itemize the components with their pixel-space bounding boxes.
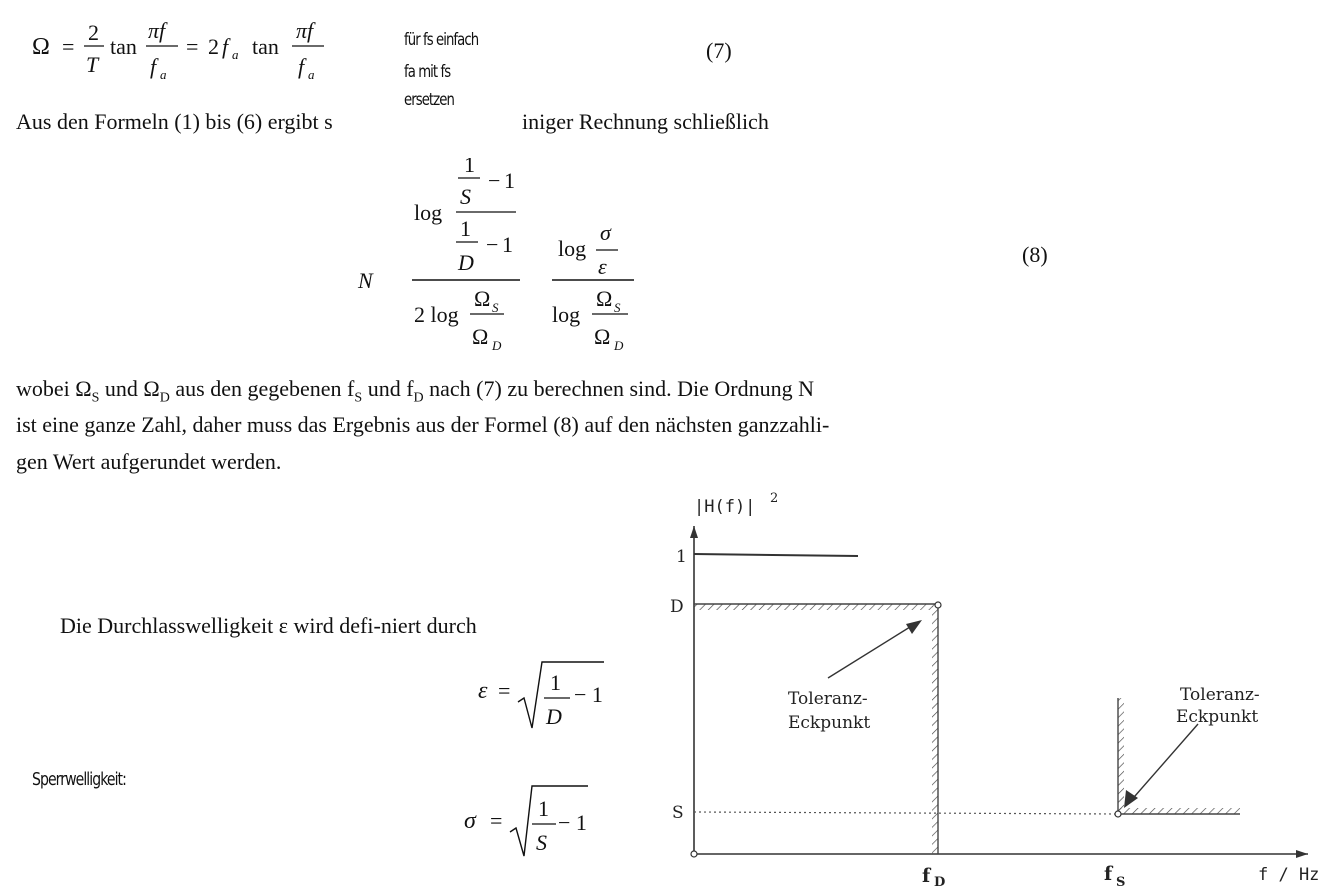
epsilon-equals: = [498,678,511,703]
numerator-pif-1: πf [148,18,166,43]
corner-point-d [935,602,941,608]
note-line-1: für fs einfach [404,30,479,50]
tan-2: tan [252,34,279,59]
minus-one-1: 1 [504,168,515,193]
para-sub-b: S [91,390,100,406]
minus-2: − [486,232,499,257]
passband-edge-hatch [932,606,938,854]
omega-D-den-2: Ω [594,324,611,349]
x-label-fS: f [1104,863,1113,885]
durchlass-text: Die Durchlasswelligkeit ε wird defi-niert durch [60,613,477,638]
x-label-fD-sub: D [934,875,946,890]
paragraph-line-3: gen Wert aufgerundet werden. [16,449,282,474]
sub-D-2: D [614,338,624,353]
log-sigma: log [558,236,587,261]
sigma-formula [460,780,600,860]
log-numerator: log [414,200,443,225]
tan-1: tan [110,34,137,59]
x-axis-arrow [1296,850,1308,858]
sigma-num: σ [600,220,611,245]
equation-7 [28,8,348,88]
annotation-arrow-left [828,622,918,678]
epsilon-D: D [546,704,562,729]
x-label-fS-sub: S [1116,875,1126,890]
tick-label-S: S [672,803,684,823]
x-label-fD: f [922,865,931,887]
subscript-a-1: a [160,67,167,82]
stopband-tolerance-hatch [1118,808,1240,814]
origin-marker [691,851,697,857]
equals-sign-2: = [186,34,199,59]
tolerance-diagram [660,488,1332,896]
equation-7-number: (7) [706,38,732,63]
epsilon-minus-one: − 1 [574,682,603,707]
subscript-a-2: a [232,47,239,62]
D-denominator: D [458,250,474,275]
log-omega: log [552,302,581,327]
para-seg-e: aus den gegebenen f [169,376,355,401]
para-seg-g: und f [362,376,414,401]
epsilon-one: 1 [550,670,561,695]
denominator-f-2: f [298,54,305,79]
tick-label-1: 1 [676,547,687,567]
epsilon-formula [474,656,614,736]
sigma-one: 1 [538,796,549,821]
para-seg-i: nach (7) zu berechnen sind. Die Ordnung N [423,376,815,401]
minus-1: − [488,168,501,193]
sub-S-2: S [614,300,621,315]
sigma-minus-one: − 1 [558,810,587,835]
para-sub-d: D [159,390,170,406]
omega-S-num-2: Ω [596,286,613,311]
sub-D-1: D [492,338,502,353]
intro-left: Aus den Formeln (1) bis (6) ergibt s [16,109,333,134]
paragraph-line-1 [16,376,814,411]
one-over-D-num: 1 [460,216,471,241]
passband-tolerance-hatch [694,604,938,610]
numerator-two: 2 [88,20,99,45]
tick-label-D: D [670,597,684,617]
annotation-left-line-2: Eckpunkt [788,713,871,733]
sigma-symbol: σ [464,808,476,834]
omega-symbol: Ω [32,34,50,60]
N-symbol: N [358,268,373,293]
sub-S-1: S [492,300,499,315]
y-axis-label: |H(f)| [694,497,756,517]
note-line-3: ersetzen [404,90,454,110]
margin-note [404,30,478,110]
annotation-arrow-right [1128,724,1198,804]
epsilon-den: ε [598,254,607,279]
stopband-level-dotted [694,812,1118,814]
annotation-right-line-2: Eckpunkt [1176,707,1259,727]
sperrwelligkeit-label: Sperrwelligkeit: [32,769,126,790]
note-line-2: fa mit fs [404,62,451,82]
denominator-f-1: f [150,54,157,79]
stopband-edge-hatch [1118,698,1124,814]
equation-8 [352,158,652,358]
minus-one-2: 1 [502,232,513,257]
x-axis-label: f / Hz [1258,865,1320,885]
equation-8-number: (8) [1022,242,1048,267]
passband-max-line [694,554,858,556]
denominator-T: T [86,52,99,77]
epsilon-symbol: ε [478,678,488,704]
para-seg-a: wobei Ω [16,376,92,401]
y-axis-arrow [690,526,698,538]
sigma-equals: = [490,808,503,833]
para-seg-c: und Ω [99,376,160,401]
y-axis-exponent: 2 [770,491,779,506]
corner-point-s [1115,811,1121,817]
sigma-S: S [536,830,547,855]
factor-two: 2 [208,34,219,59]
omega-D-den: Ω [472,324,489,349]
para-sub-f: S [354,390,363,406]
annotation-right-line-1: Toleranz- [1180,685,1260,705]
numerator-pif-2: πf [296,18,314,43]
omega-S-num: Ω [474,286,491,311]
S-denominator: S [460,184,471,209]
para-sub-h: D [413,390,424,406]
factor-f: f [222,34,229,59]
one-over-S-num: 1 [464,158,475,177]
annotation-left-line-1: Toleranz- [788,689,868,709]
equals-sign: = [62,34,75,59]
paragraph-line-2: ist eine ganze Zahl, daher muss das Ergebnis aus der Formel (8) auf den nächsten ganzzahli- [16,412,830,437]
two-log: 2 log [414,302,459,327]
intro-right: iniger Rechnung schließlich [522,109,769,134]
subscript-a-3: a [308,67,315,82]
